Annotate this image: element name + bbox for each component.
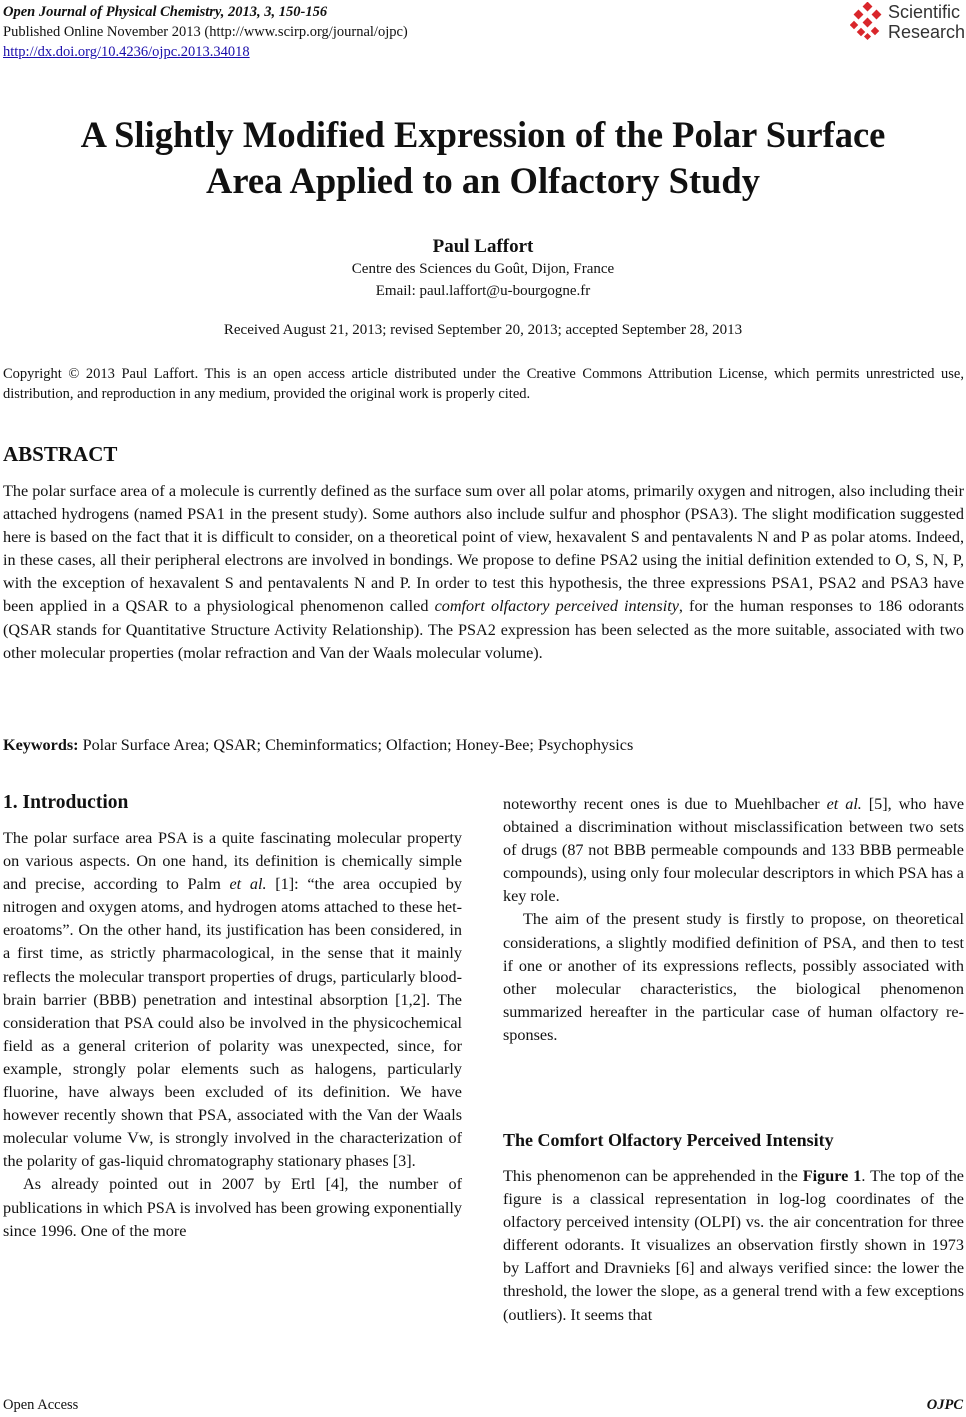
scientific-research-logo — [850, 2, 966, 44]
keywords-line — [3, 734, 964, 756]
intro-p3-et-al: et al. — [826, 795, 862, 813]
published-line: Published Online November 2013 (http://www.scirp.org/journal/ojpc) — [3, 24, 408, 40]
keywords-label: Keywords: — [3, 736, 79, 754]
intro-p1-text-a: The polar surface area PSA is a quite fascinating molecular property on various aspects. On one hand, its definition is chemically simple and precise, according to Palm — [3, 829, 462, 894]
abstract-body — [3, 480, 964, 665]
intro-p3-text-a: noteworthy recent ones is due to Muehlbacher — [503, 795, 827, 813]
intro-paragraph-3 — [503, 793, 964, 908]
intro-paragraph-1 — [3, 827, 462, 1173]
abstract-text-a: The polar surface area of a molecule is currently defined as the surface sum over all polar atoms, primarily oxygen and nitrogen, also including their attached hydrogens (named PSA1 in the present study). Some authors also include sulfur and phosphor (PSA3). The slight modification suggested here is based on the fact that it is difficult to consider, on a theoretical point of view, hexavalent S and pentavalents N and P as polar atoms. Indeed, in these cases, all their peripheral electrons are involved in bondings. We propose to define PSA2 using the initial definition extended to O, S, N, P, with the exception of hexavalent S and pentavalents N and P. In order to test this hypothesis, the three expressions PSA1, PSA2 and PSA3 have been applied in a QSAR to a physiological phenomenon called — [3, 482, 965, 616]
comfort-text-a: This phenomenon can be apprehended in the — [503, 1167, 803, 1185]
journal-volume: , 2013, 3, 150-156 — [220, 4, 328, 20]
abstract-text-b: , for the human responses to 186 odorants (QSAR stands for Quantitative Structure Activity Relationship). The PSA2 expression has been selected as the more suitable, associated with two other molecular properties (molar refraction and Van der Waals molecular volume). — [3, 597, 965, 662]
abstract-emphasis: comfort olfactory perceived intensity — [434, 597, 679, 616]
paper-title — [0, 112, 966, 204]
comfort-text-b: . The top of the figure is a classical representation in log-log coordinates of the olfactory perceived intensity (OLPI) vs. the air concentration for three different odorants. It visualizes an observation firstly shown in 1973 by Laffort and Dravnieks [6] and always verified since: the lower the threshold, the lower the slope, as a general trend with a few exceptions (outliers). It seems that — [503, 1167, 964, 1324]
title-line-2: Area Applied to an Olfactory Study — [206, 160, 760, 201]
footer-journal-abbrev: OJPC — [926, 1397, 963, 1413]
figure-1-reference[interactable]: Figure 1 — [802, 1167, 862, 1185]
keywords-text: Polar Surface Area; QSAR; Cheminformatics; Olfaction; Honey-Bee; Psychophysics — [78, 736, 634, 754]
right-column — [503, 793, 964, 1047]
title-line-1: A Slightly Modified Expression of the Polar Surface — [80, 114, 886, 155]
intro-p1-text-b: [1]: “the area occupied by nitrogen and oxygen atoms, and hydrogen atoms attached to these heteroatoms”. On the other hand, its justification has been considered, in a first time, as strictly pharmacological, in the sense that it mainly reflects the molecular transport properties of drugs, particularly blood-brain barrier (BBB) penetration and intestinal absorption [1,2]. The consideration that PSA could also be involved in the physicochemical field as a general criterion of polarity was unexpected, since, for example, strongly polar elements such as halogens, particularly fluorine, have always been excluded of its definition. We have however recently shown that PSA, associated with the Van der Waals molecular volume Vw, is strongly involved in the characterization of the polarity of gas-liquid chromatography stationary phases [3]. — [3, 875, 462, 1171]
journal-citation — [3, 2, 408, 22]
abstract-heading: ABSTRACT — [3, 442, 118, 466]
logo-word-research: Research — [888, 22, 966, 42]
journal-header — [3, 2, 408, 62]
author-affiliation: Centre des Sciences du Goût, Dijon, France — [351, 261, 615, 277]
comfort-heading: The Comfort Olfactory Perceived Intensity — [503, 1130, 834, 1150]
intro-p3-text-b: [5], who have obtained a discrimination without misclassification between two sets of drugs (87 not BBB permeable compounds and 133 BBB permeable compounds), using only four molecular descriptors in which PSA has a key role. — [503, 795, 965, 906]
logo-mark-icon — [850, 2, 886, 42]
footer-open-access: Open Access — [3, 1397, 79, 1413]
doi-link[interactable]: http://dx.doi.org/10.4236/ojpc.2013.34018 — [3, 44, 250, 60]
intro-paragraph-4: The aim of the present study is firstly to propose, on theoretical considerations, a slightly modified definition of PSA, and then to test if one or another of its expressions reflects, possibly associated with other molecular characteristics, the biological phenomenon summarized hereafter in the particular case of human olfactory responses. — [503, 910, 964, 1044]
author-email: Email: paul.laffort@u-bourgogne.fr — [375, 283, 591, 299]
logo-word-scientific: Scientific — [888, 2, 961, 22]
author-name: Paul Laffort — [432, 236, 534, 257]
copyright-notice: Copyright © 2013 Paul Laffort. This is an open access article distributed under the Creative Commons Attribution License, which permits unrestricted use, distribution, and reproduction in any medium, provided the original work is properly cited. — [3, 366, 964, 402]
intro-p1-et-al: et al. — [229, 875, 267, 894]
submission-dates: Received August 21, 2013; revised September 20, 2013; accepted September 28, 2013 — [223, 322, 743, 338]
left-column — [3, 827, 462, 1243]
comfort-section — [503, 1165, 964, 1327]
comfort-paragraph — [503, 1165, 964, 1327]
journal-name: Open Journal of Physical Chemistry — [3, 4, 221, 20]
intro-paragraph-2: As already pointed out in 2007 by Ertl [4], the number of publications in which PSA is involved has been growing exponentially since 1996. One of the more — [3, 1175, 462, 1240]
introduction-heading: 1. Introduction — [3, 792, 129, 813]
